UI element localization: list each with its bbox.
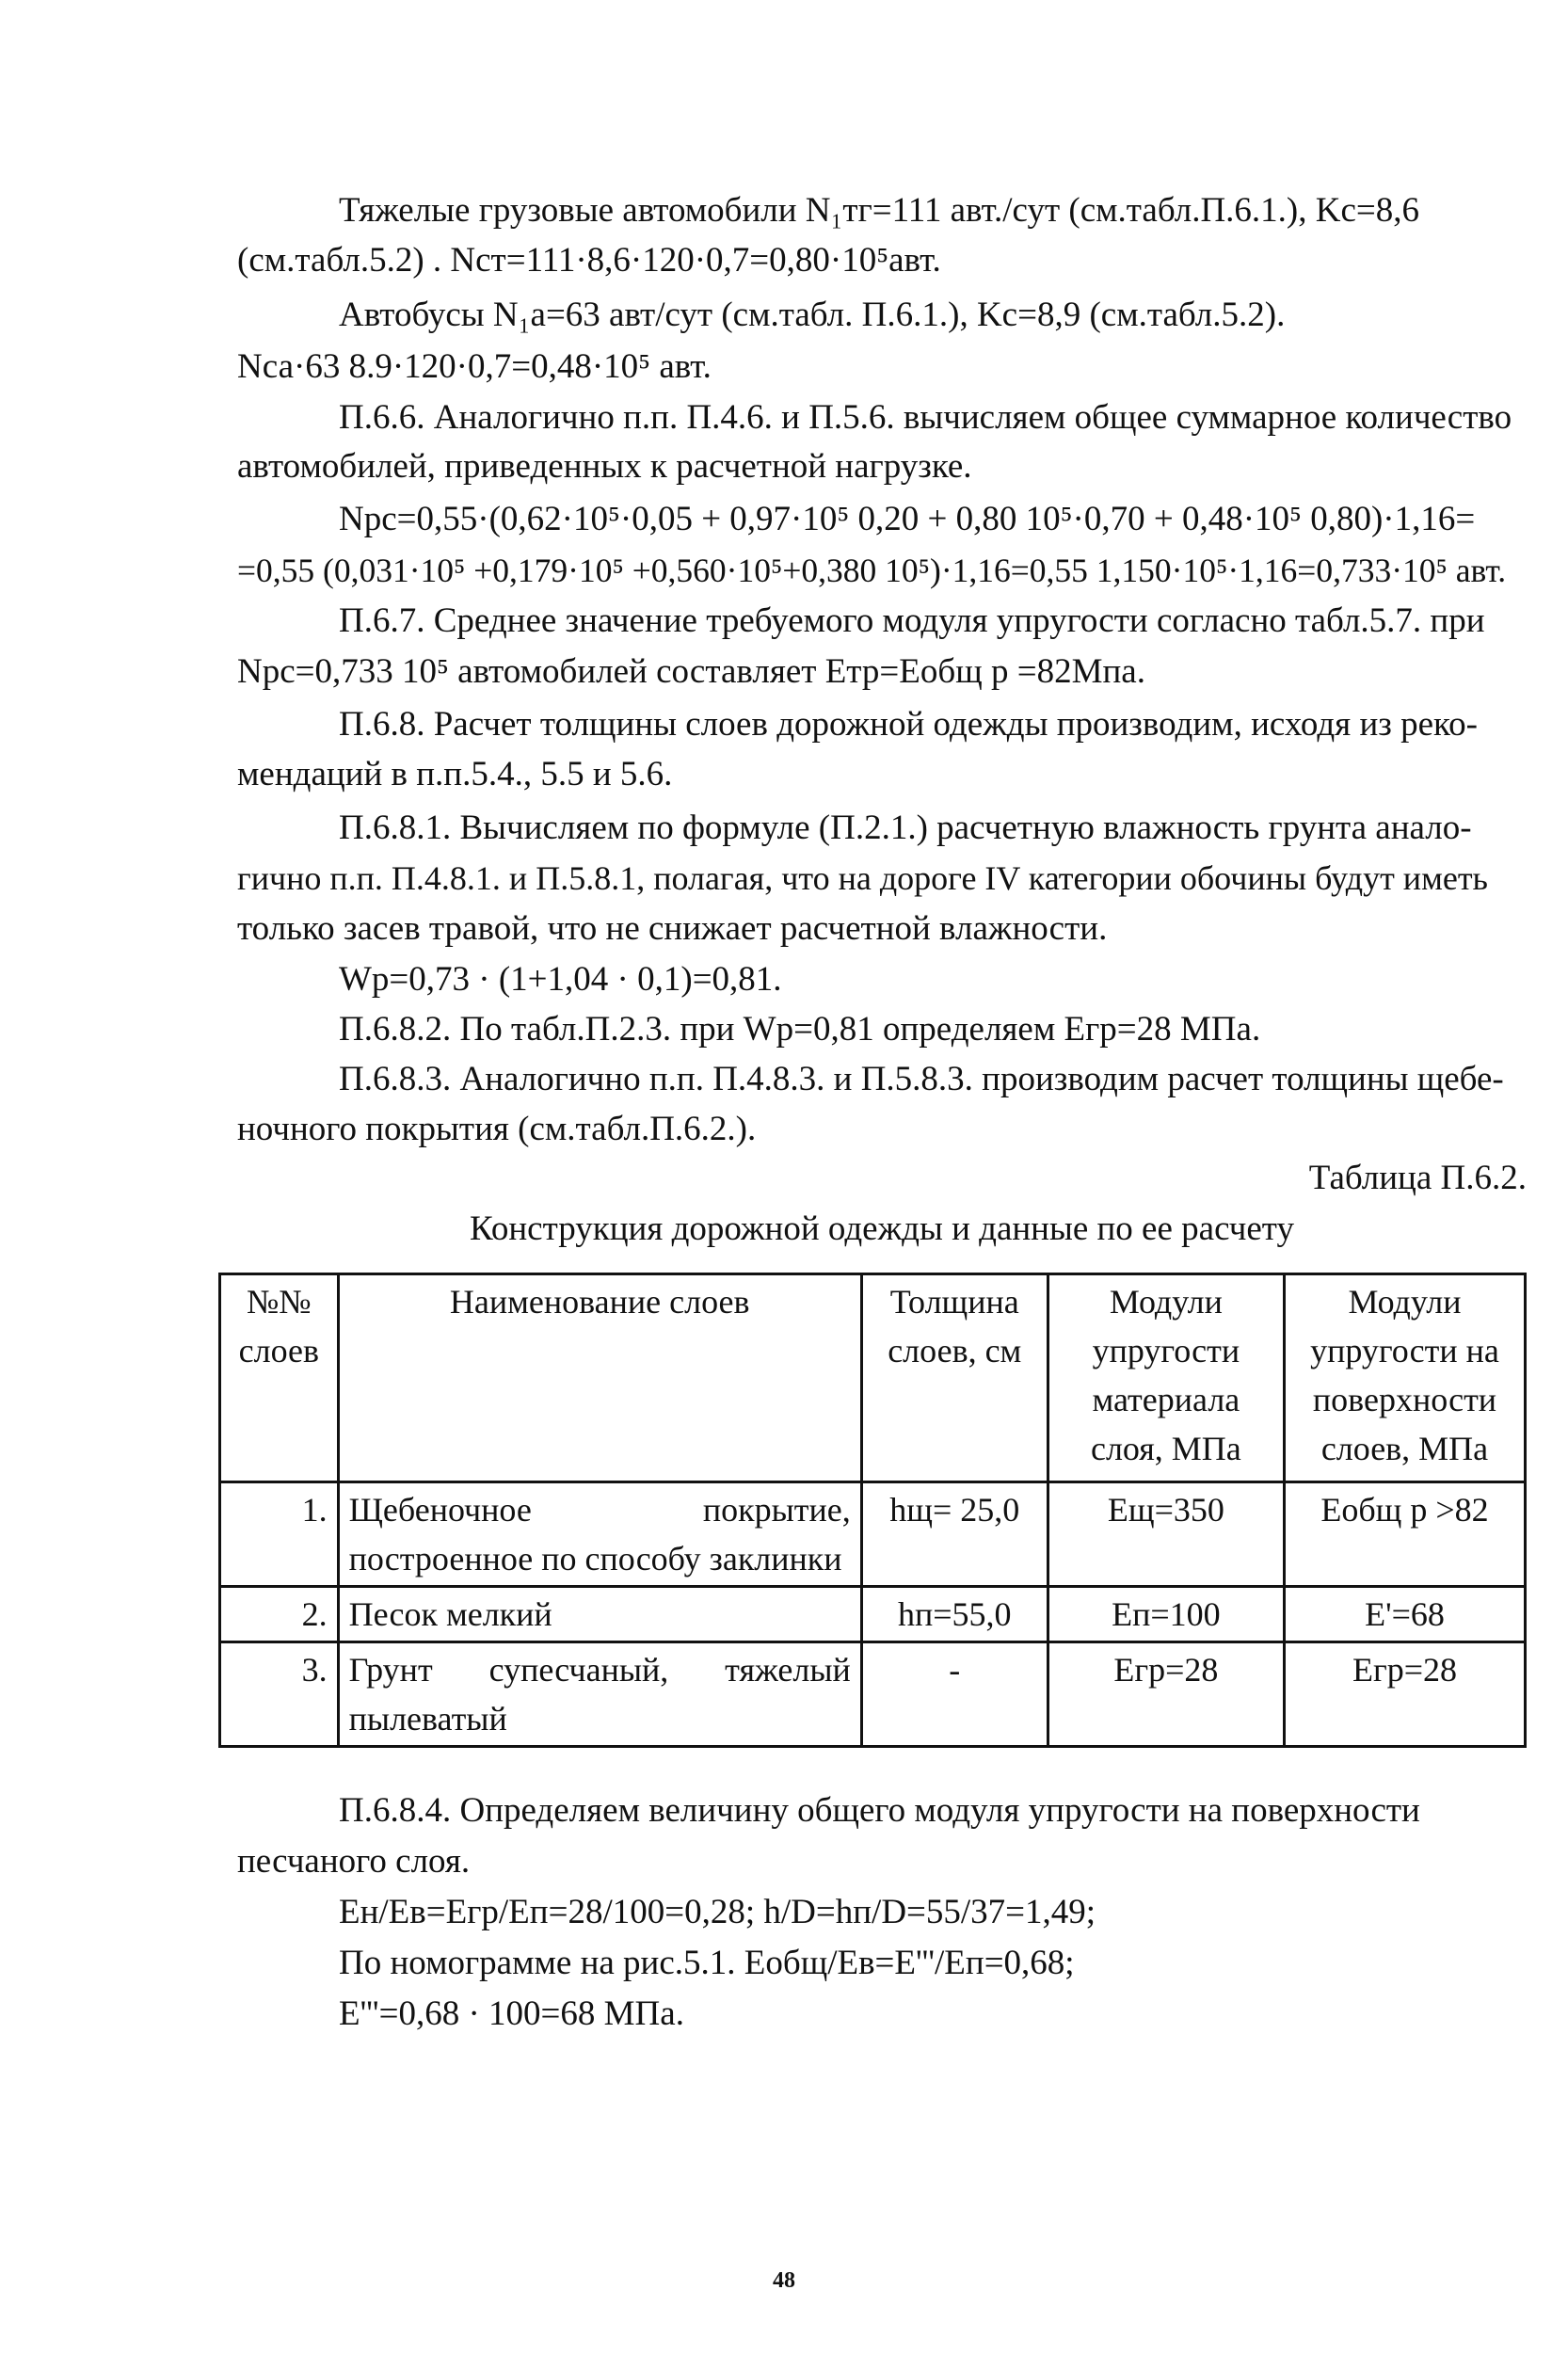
layer-number: 2. — [220, 1587, 339, 1642]
layer-thickness: hщ= 25,0 — [861, 1482, 1048, 1587]
formula-line: Wр=0,73 · (1+1,04 · 0,1)=0,81. — [339, 960, 782, 999]
text-line: П.6.8. Расчет толщины слоев дорожной одежды производим, исходя из реко- — [339, 705, 1478, 744]
text-line: автомобилей, приведенных к расчетной нагрузке. — [237, 447, 972, 486]
formula-line: Nрс=0,55·(0,62·10⁵·0,05 + 0,97·10⁵ 0,20 + 0,80 10⁵·0,70 + 0,48·10⁵ 0,80)·1,16= — [339, 500, 1476, 538]
text-line: Автобусы N₁а=63 авт/сут (см.табл. П.6.1.), Kс=8,9 (см.табл.5.2). — [339, 296, 1286, 334]
header-thickness: Толщина слоев, см — [861, 1274, 1048, 1482]
header-surface-modulus: Модули упругости на поверхности слоев, МПа — [1285, 1274, 1526, 1482]
formula-line: =0,55 (0,031·10⁵ +0,179·10⁵ +0,560·10⁵+0,380 10⁵)·1,16=0,55 1,150·10⁵·1,16=0,733·10⁵ авт. — [237, 552, 1507, 589]
layer-name: Песок мелкий — [338, 1587, 861, 1642]
layer-name: Щебеночное покрытие, построенное по способу заклинки — [338, 1482, 861, 1587]
text-line: П.6.6. Аналогично п.п. П.4.6. и П.5.6. вычисляем общее суммарное количество — [339, 398, 1512, 437]
page-number: 48 — [773, 2268, 795, 2293]
text-line: Nрс=0,733 10⁵ автомобилей составляет Eтр=Eобщ р =82Мпа. — [237, 652, 1145, 691]
table-label: Таблица П.6.2. — [1308, 1159, 1527, 1197]
text-line: Тяжелые грузовые автомобили N₁тг=111 авт./сут (см.табл.П.6.1.), Kс=8,6 — [339, 191, 1419, 230]
header-layer-name: Наименование слоев — [338, 1274, 861, 1482]
text-line: П.6.8.3. Аналогично п.п. П.4.8.3. и П.5.8.3. производим расчет толщины щебе- — [339, 1060, 1504, 1098]
text-line: мендаций в п.п.5.4., 5.5 и 5.6. — [237, 755, 673, 793]
layer-number: 3. — [220, 1642, 339, 1747]
text-line: гично п.п. П.4.8.1. и П.5.8.1, полагая, что на дороге IV категории обочины будут иметь — [237, 859, 1488, 897]
pavement-layers-table — [218, 1273, 1527, 1748]
layer-surface-modulus: Eгр=28 — [1285, 1642, 1526, 1747]
table-row — [220, 1642, 1526, 1747]
layer-material-modulus: Eщ=350 — [1048, 1482, 1284, 1587]
table-row — [220, 1482, 1526, 1587]
layer-name: Грунт супесчаный, тяжелый пылеватый — [338, 1642, 861, 1747]
text-line: только засев травой, что не снижает расчетной влажности. — [237, 909, 1108, 948]
layer-number: 1. — [220, 1482, 339, 1587]
formula-line: E'''=0,68 · 100=68 МПа. — [339, 1994, 684, 2033]
layer-surface-modulus: Eобщ р >82 — [1285, 1482, 1526, 1587]
text-line: ночного покрытия (см.табл.П.6.2.). — [237, 1110, 757, 1148]
text-line: песчаного слоя. — [237, 1842, 471, 1881]
text-line: П.6.7. Среднее значение требуемого модуля упругости согласно табл.5.7. при — [339, 601, 1485, 640]
table-header-row — [220, 1274, 1526, 1482]
layer-material-modulus: Eп=100 — [1048, 1587, 1284, 1642]
table-row — [220, 1587, 1526, 1642]
text-line: (см.табл.5.2) . Nст=111·8,6·120·0,7=0,80·10⁵авт. — [237, 241, 941, 280]
text-line: П.6.8.1. Вычисляем по формуле (П.2.1.) расчетную влажность грунта анало- — [339, 809, 1472, 847]
text-line: Nса·63 8.9·120·0,7=0,48·10⁵ авт. — [237, 347, 712, 386]
header-layer-number: №№ слоев — [220, 1274, 339, 1482]
table-caption: Конструкция дорожной одежды и данные по ее расчету — [470, 1209, 1294, 1248]
layer-thickness: - — [861, 1642, 1048, 1747]
formula-line: Eн/Eв=Eгр/Eп=28/100=0,28; h/D=hп/D=55/37=1,49; — [339, 1893, 1096, 1931]
layer-material-modulus: Eгр=28 — [1048, 1642, 1284, 1747]
text-line: П.6.8.2. По табл.П.2.3. при Wр=0,81 определяем Eгр=28 МПа. — [339, 1010, 1261, 1049]
formula-line: По номограмме на рис.5.1. Eобщ/Eв=E'''/Eп=0,68; — [339, 1944, 1075, 1982]
header-material-modulus: Модули упругости материала слоя, МПа — [1048, 1274, 1284, 1482]
layer-thickness: hп=55,0 — [861, 1587, 1048, 1642]
text-line: П.6.8.4. Определяем величину общего модуля упругости на поверхности — [339, 1791, 1420, 1830]
layer-surface-modulus: E'=68 — [1285, 1587, 1526, 1642]
